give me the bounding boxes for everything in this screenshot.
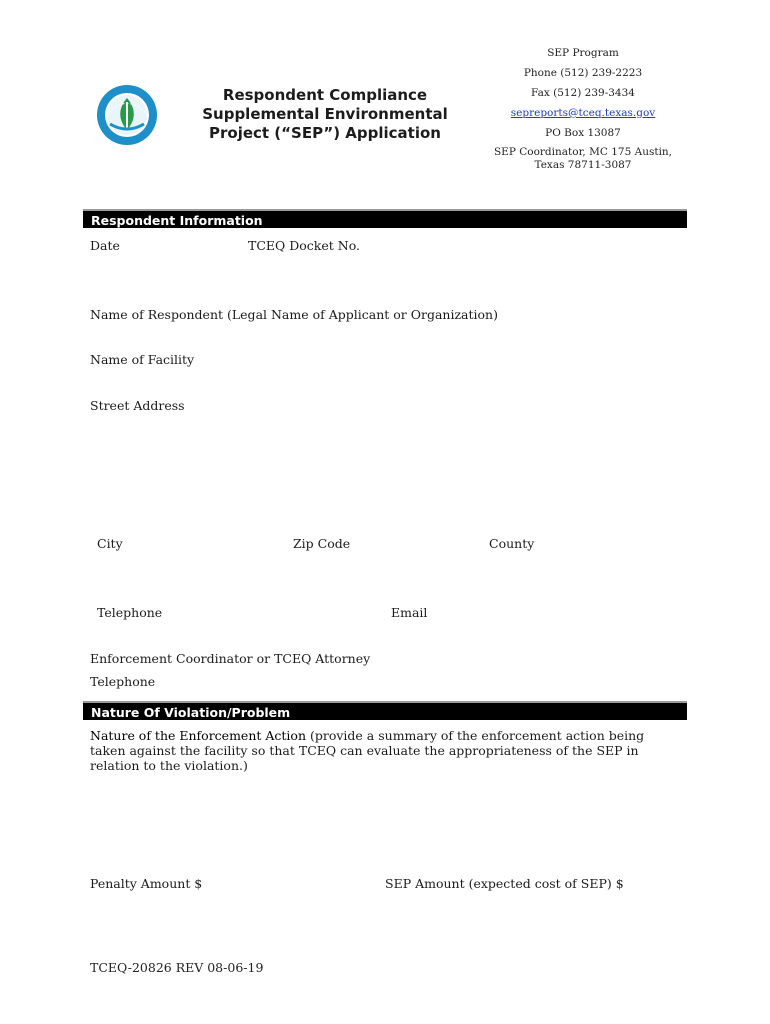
po-box-text: PO Box 13087	[545, 127, 621, 139]
email-label: Email	[391, 605, 428, 620]
section-respondent-information: Respondent Information	[83, 209, 687, 228]
telephone-label: Telephone	[97, 605, 163, 620]
county-label: County	[489, 536, 535, 551]
title-line-1: Respondent Compliance	[222, 86, 428, 104]
form-number-footer: TCEQ-20826 REV 08-06-19	[90, 960, 264, 975]
facility-label: Name of Facility	[90, 352, 195, 367]
section-nature-of-violation: Nature Of Violation/Problem	[83, 701, 687, 720]
fax-text: Fax (512) 239-3434	[531, 87, 635, 99]
address-line-1: SEP Coordinator, MC 175 Austin,	[493, 146, 673, 158]
email-link[interactable]: sepreports@tceq.texas.gov	[510, 107, 656, 119]
phone-text: Phone (512) 239-2223	[523, 67, 643, 79]
form-title	[170, 86, 480, 143]
title-line-3: Project (“SEP”) Application	[209, 124, 441, 142]
date-label: Date	[90, 238, 120, 253]
penalty-amount-label: Penalty Amount $	[90, 876, 203, 891]
tceq-seal-logo	[96, 84, 158, 146]
enforcement-telephone-label: Telephone	[90, 674, 156, 689]
address-line-2: Texas 78711-3087	[534, 159, 632, 171]
nature-lead: Nature of the Enforcement Action	[90, 728, 307, 743]
nature-instructions	[90, 728, 680, 773]
zip-code-label: Zip Code	[293, 536, 351, 551]
sep-amount-label: SEP Amount (expected cost of SEP) $	[385, 876, 624, 891]
title-line-2: Supplemental Environmental	[202, 105, 448, 123]
city-label: City	[97, 536, 123, 551]
nature-body: (provide a summary of the enforcement action being taken against the facility so that TCEQ can evaluate the appropriateness of the SEP in relation to the violation.)	[90, 728, 645, 773]
docket-label: TCEQ Docket No.	[248, 238, 360, 253]
respondent-name-label: Name of Respondent (Legal Name of Applicant or Organization)	[90, 307, 498, 322]
sep-program-label: SEP Program	[547, 47, 619, 59]
enforcement-coordinator-label: Enforcement Coordinator or TCEQ Attorney	[90, 651, 371, 666]
contact-block	[490, 46, 676, 172]
street-address-label: Street Address	[90, 398, 185, 413]
